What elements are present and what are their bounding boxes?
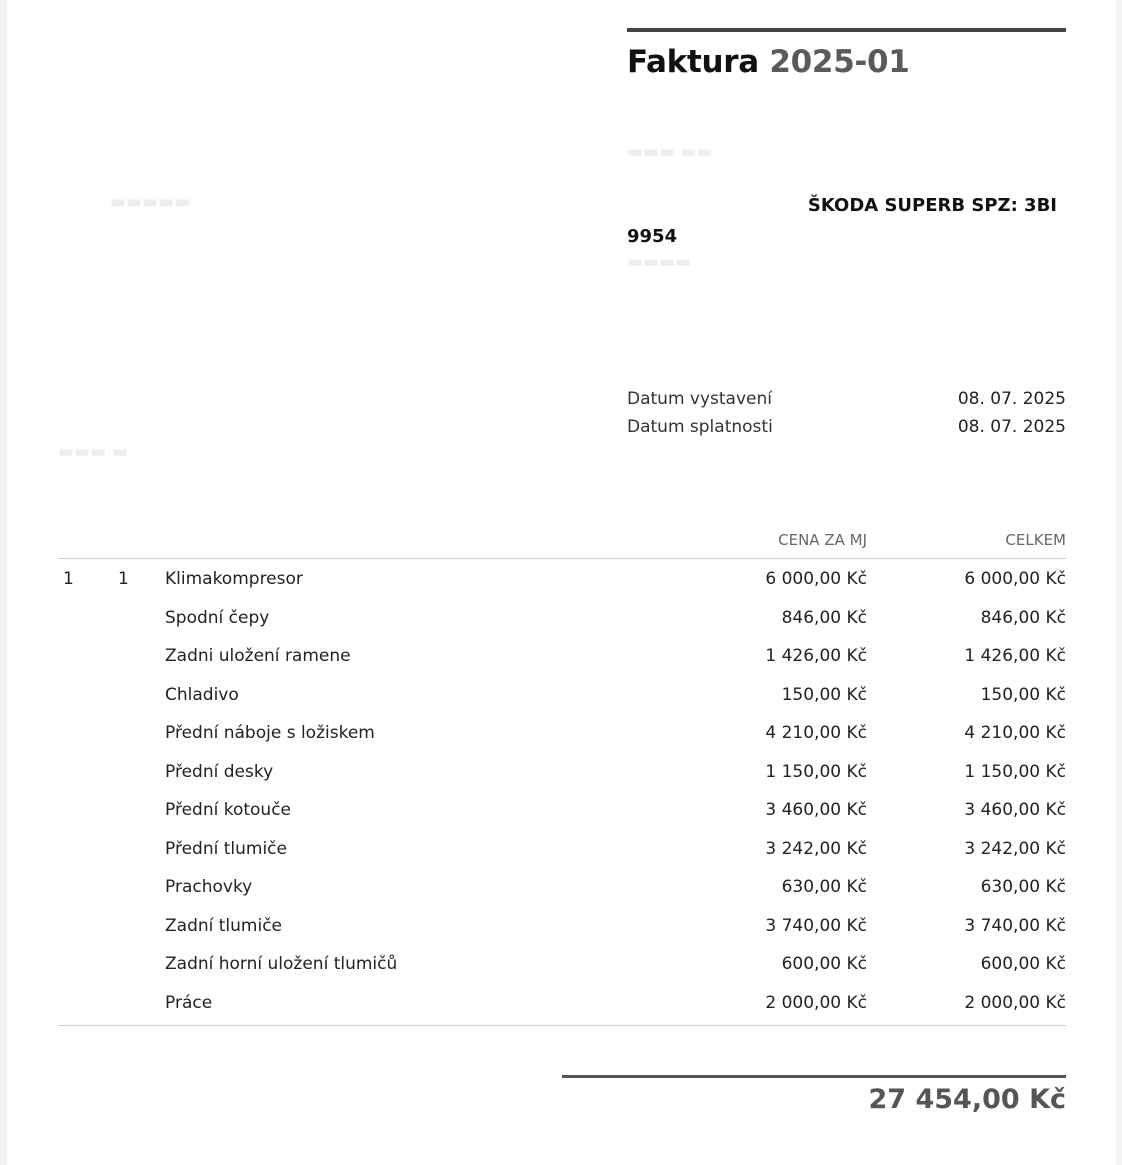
row-description: Přední desky [165, 761, 274, 782]
table-row [58, 830, 1066, 869]
table-row [58, 560, 1066, 599]
page-edge-left [0, 0, 7, 1165]
row-description: Spodní čepy [165, 607, 270, 628]
row-total: 6 000,00 Kč [964, 569, 1066, 589]
row-unit-price: 1 426,00 Kč [765, 646, 867, 666]
row-position: 1 [63, 569, 74, 589]
row-description: Práce [165, 992, 213, 1013]
grand-total: 27 454,00 Kč [868, 1084, 1066, 1115]
row-description: Přední náboje s ložiskem [165, 723, 375, 743]
table-row [58, 945, 1066, 984]
row-unit-price: 3 242,00 Kč [765, 838, 867, 859]
row-total: 630,00 Kč [980, 877, 1066, 897]
items-table-header [58, 528, 1066, 559]
row-unit-price: 3 740,00 Kč [765, 915, 867, 936]
due-date-value: 08. 07. 2025 [957, 417, 1066, 437]
table-row [58, 791, 1066, 830]
row-total: 150,00 Kč [980, 684, 1066, 705]
date-block [627, 385, 1066, 441]
row-total: 600,00 Kč [980, 954, 1066, 974]
row-total: 1 150,00 Kč [964, 761, 1066, 782]
header-total: CELKEM [1005, 531, 1066, 549]
faded-text: ▬▬▬▬▬ [110, 192, 191, 212]
header-unit-price: CENA ZA MJ [778, 531, 867, 549]
vehicle-info [627, 192, 1057, 252]
row-description: Zadní tlumiče [165, 915, 283, 936]
invoice-number: 2025-01 [769, 44, 910, 80]
total-rule [562, 1075, 1066, 1078]
row-total: 3 740,00 Kč [964, 915, 1066, 936]
issue-date-label: Datum vystavení [627, 389, 772, 409]
row-unit-price: 150,00 Kč [781, 684, 867, 705]
invoice-title [627, 44, 910, 80]
faded-text: ▬▬▬ ▬▬ [627, 142, 713, 162]
vehicle-line-2: 9954 [627, 226, 678, 247]
table-row [58, 714, 1066, 753]
due-date-row [627, 413, 1066, 441]
table-row [58, 907, 1066, 946]
table-row [58, 984, 1066, 1023]
row-total: 3 460,00 Kč [964, 800, 1066, 820]
row-description: Prachovky [165, 877, 253, 897]
row-unit-price: 4 210,00 Kč [765, 723, 867, 743]
row-quantity: 1 [118, 569, 129, 589]
invoice-title-word: Faktura [627, 44, 759, 80]
row-total: 3 242,00 Kč [964, 838, 1066, 859]
row-unit-price: 3 460,00 Kč [765, 800, 867, 820]
page-edge-right [1116, 0, 1122, 1165]
vehicle-line-1: ŠKODA SUPERB SPZ: 3BI [807, 195, 1057, 216]
table-row [58, 868, 1066, 907]
issue-date-row [627, 385, 1066, 413]
row-description: Chladivo [165, 684, 239, 705]
row-unit-price: 2 000,00 Kč [765, 992, 867, 1013]
table-row [58, 637, 1066, 676]
row-description: Přední kotouče [165, 800, 292, 820]
title-rule [627, 28, 1066, 32]
table-row [58, 676, 1066, 715]
row-unit-price: 6 000,00 Kč [765, 569, 867, 589]
row-unit-price: 1 150,00 Kč [765, 761, 867, 782]
faded-text: ▬▬▬▬ [627, 252, 692, 272]
table-row [58, 753, 1066, 792]
row-description: Zadní horní uložení tlumičů [165, 954, 398, 974]
row-description: Zadni uložení ramene [165, 646, 351, 666]
faded-text: ▬▬▬ ▬ [58, 442, 128, 462]
issue-date-value: 08. 07. 2025 [957, 389, 1066, 409]
items-table-body [58, 560, 1066, 1026]
row-total: 1 426,00 Kč [964, 646, 1066, 666]
row-unit-price: 846,00 Kč [781, 607, 867, 628]
due-date-label: Datum splatnosti [627, 417, 773, 437]
row-description: Klimakompresor [165, 569, 303, 589]
row-description: Přední tlumiče [165, 838, 287, 859]
row-total: 846,00 Kč [980, 607, 1066, 628]
table-row [58, 599, 1066, 638]
row-unit-price: 600,00 Kč [781, 954, 867, 974]
row-total: 2 000,00 Kč [964, 992, 1066, 1013]
row-unit-price: 630,00 Kč [781, 877, 867, 897]
row-total: 4 210,00 Kč [964, 723, 1066, 743]
